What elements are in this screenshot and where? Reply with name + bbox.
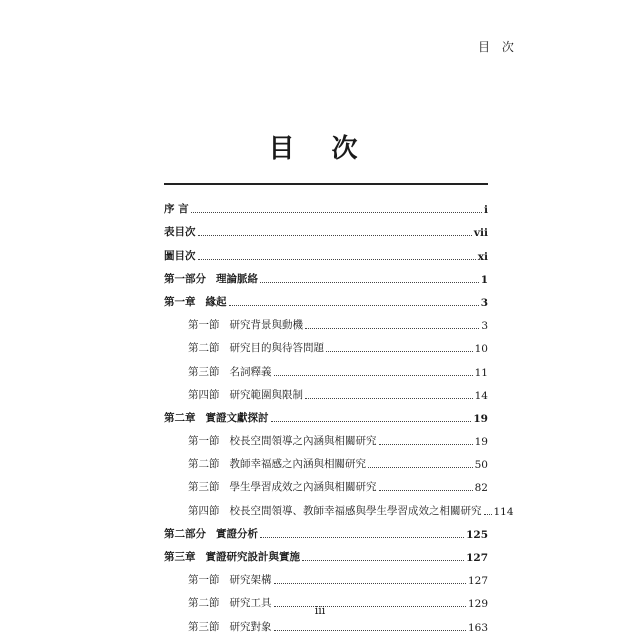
toc-entry-title: 實證文獻探討 (205, 411, 269, 424)
toc-entry-label (188, 433, 377, 448)
toc-entry-page: 125 (466, 528, 488, 541)
toc-entry-number: 圖目次 (164, 249, 196, 262)
toc-section-entry[interactable] (164, 448, 488, 471)
toc-entry-number: 第四節 (188, 504, 220, 517)
toc-entry-label (164, 224, 196, 239)
page-number: iii (314, 604, 326, 617)
toc-entry-label (188, 503, 482, 518)
dot-leader (260, 537, 464, 538)
toc-entry-number: 第二章 (164, 411, 196, 424)
dot-leader (305, 328, 479, 329)
toc-entry-title: 研究對象 (229, 620, 272, 633)
toc-section-entry[interactable] (164, 425, 488, 448)
toc-section-entry[interactable] (164, 471, 488, 494)
toc-entry-label (188, 479, 377, 494)
toc-entry-page: 82 (474, 482, 488, 495)
toc-entry-page: i (484, 204, 488, 217)
dot-leader (271, 421, 472, 422)
toc-entry-label (164, 201, 189, 216)
dot-leader (302, 560, 464, 561)
toc-entry-title: 研究工具 (229, 597, 272, 610)
toc-entry-label (188, 387, 303, 402)
toc-entry-title: 理論脈絡 (216, 272, 258, 285)
toc-entry-number: 第一章 (164, 295, 196, 308)
toc-entry-number: 第二節 (188, 342, 220, 355)
dot-leader (326, 351, 473, 352)
running-header: 目 次 (478, 40, 518, 54)
dot-leader (274, 630, 466, 631)
toc-entry-title: 教師幸福感之內涵與相關研究 (229, 458, 366, 471)
toc-entry-number: 第二節 (188, 597, 220, 610)
toc-entry-page: 127 (467, 575, 488, 588)
toc-entry-page: 1 (480, 273, 488, 286)
dot-leader (379, 490, 473, 491)
toc-chapter-entry[interactable] (164, 216, 488, 239)
toc-chapter-entry[interactable] (164, 286, 488, 309)
toc-entry-page: 3 (480, 296, 488, 309)
toc-entry-number: 第一節 (188, 319, 220, 332)
toc-entry-label (188, 572, 272, 587)
toc-chapter-entry[interactable] (164, 193, 488, 216)
dot-leader (198, 235, 472, 236)
toc-entry-title: 實證研究設計與實施 (205, 551, 300, 563)
table-of-contents (164, 193, 514, 634)
page-title: 目 次 (268, 134, 372, 164)
toc-chapter-entry[interactable] (164, 402, 488, 425)
toc-entry-label (188, 619, 272, 634)
toc-chapter-entry[interactable] (164, 263, 488, 286)
toc-entry-page: 129 (467, 598, 488, 611)
toc-entry-number: 第三節 (188, 481, 220, 494)
toc-entry-number: 序 言 (164, 203, 189, 216)
toc-entry-page: 114 (493, 505, 514, 518)
toc-entry-label (188, 364, 272, 379)
toc-chapter-entry[interactable] (164, 518, 488, 541)
toc-entry-title: 校長空間領導之內涵與相關研究 (229, 435, 377, 448)
dot-leader (274, 583, 466, 584)
toc-entry-page: 3 (481, 320, 488, 333)
toc-entry-label (188, 340, 324, 355)
toc-chapter-entry[interactable] (164, 239, 488, 262)
toc-entry-title: 緣起 (205, 295, 227, 308)
toc-entry-label (164, 549, 300, 564)
toc-entry-label (188, 456, 366, 471)
dot-leader (260, 282, 479, 283)
toc-entry-label (164, 294, 227, 309)
toc-entry-number: 表目次 (164, 226, 196, 239)
toc-entry-title: 學生學習成效之內涵與相關研究 (229, 481, 377, 494)
toc-entry-title: 實證分析 (216, 527, 258, 540)
toc-entry-page: 14 (474, 389, 488, 402)
toc-entry-label (188, 317, 303, 332)
title-rule (164, 183, 488, 185)
dot-leader (305, 398, 473, 399)
dot-leader (274, 375, 473, 376)
toc-entry-label (164, 526, 258, 541)
toc-entry-number: 第一部分 (164, 272, 206, 285)
toc-entry-label (164, 271, 258, 286)
dot-leader (229, 305, 479, 306)
toc-section-entry[interactable] (164, 355, 488, 378)
toc-section-entry[interactable] (164, 564, 488, 587)
toc-section-entry[interactable] (164, 309, 488, 332)
toc-entry-page: 163 (467, 621, 488, 634)
toc-entry-title: 校長空間領導、教師幸福感與學生學習成效之相關研究 (229, 504, 482, 517)
toc-entry-page: 19 (473, 412, 488, 425)
dot-leader (191, 212, 482, 213)
toc-entry-title: 研究範圍與限制 (229, 388, 303, 401)
dot-leader (379, 444, 473, 445)
toc-section-entry[interactable] (164, 379, 488, 402)
toc-entry-number: 第三節 (188, 620, 220, 633)
toc-entry-page: 10 (474, 343, 488, 356)
dot-leader (484, 514, 492, 515)
toc-entry-label (164, 410, 269, 425)
toc-entry-number: 第三節 (188, 365, 220, 378)
toc-entry-page: 127 (466, 552, 488, 564)
toc-entry-page: 11 (474, 366, 488, 379)
dot-leader (198, 259, 476, 260)
toc-entry-page: 50 (474, 459, 488, 472)
toc-entry-page: 19 (474, 436, 488, 449)
toc-entry-number: 第三章 (164, 551, 196, 563)
toc-entry-title: 研究目的與待答問題 (229, 342, 324, 355)
toc-entry-page: vii (473, 227, 488, 240)
toc-section-entry[interactable] (164, 332, 488, 355)
toc-entry-number: 第四節 (188, 388, 220, 401)
toc-entry-label (164, 248, 196, 263)
toc-entry-number: 第一節 (188, 574, 220, 587)
toc-entry-title: 名詞釋義 (229, 365, 272, 378)
toc-entry-page: xi (477, 250, 488, 263)
toc-chapter-entry[interactable] (164, 541, 488, 564)
toc-entry-title: 研究背景與動機 (229, 319, 303, 332)
toc-entry-number: 第二節 (188, 458, 220, 471)
dot-leader (368, 467, 473, 468)
toc-entry-number: 第一節 (188, 435, 220, 448)
toc-section-entry[interactable] (164, 494, 514, 518)
toc-entry-number: 第二部分 (164, 527, 206, 540)
toc-entry-title: 研究架構 (229, 574, 272, 587)
